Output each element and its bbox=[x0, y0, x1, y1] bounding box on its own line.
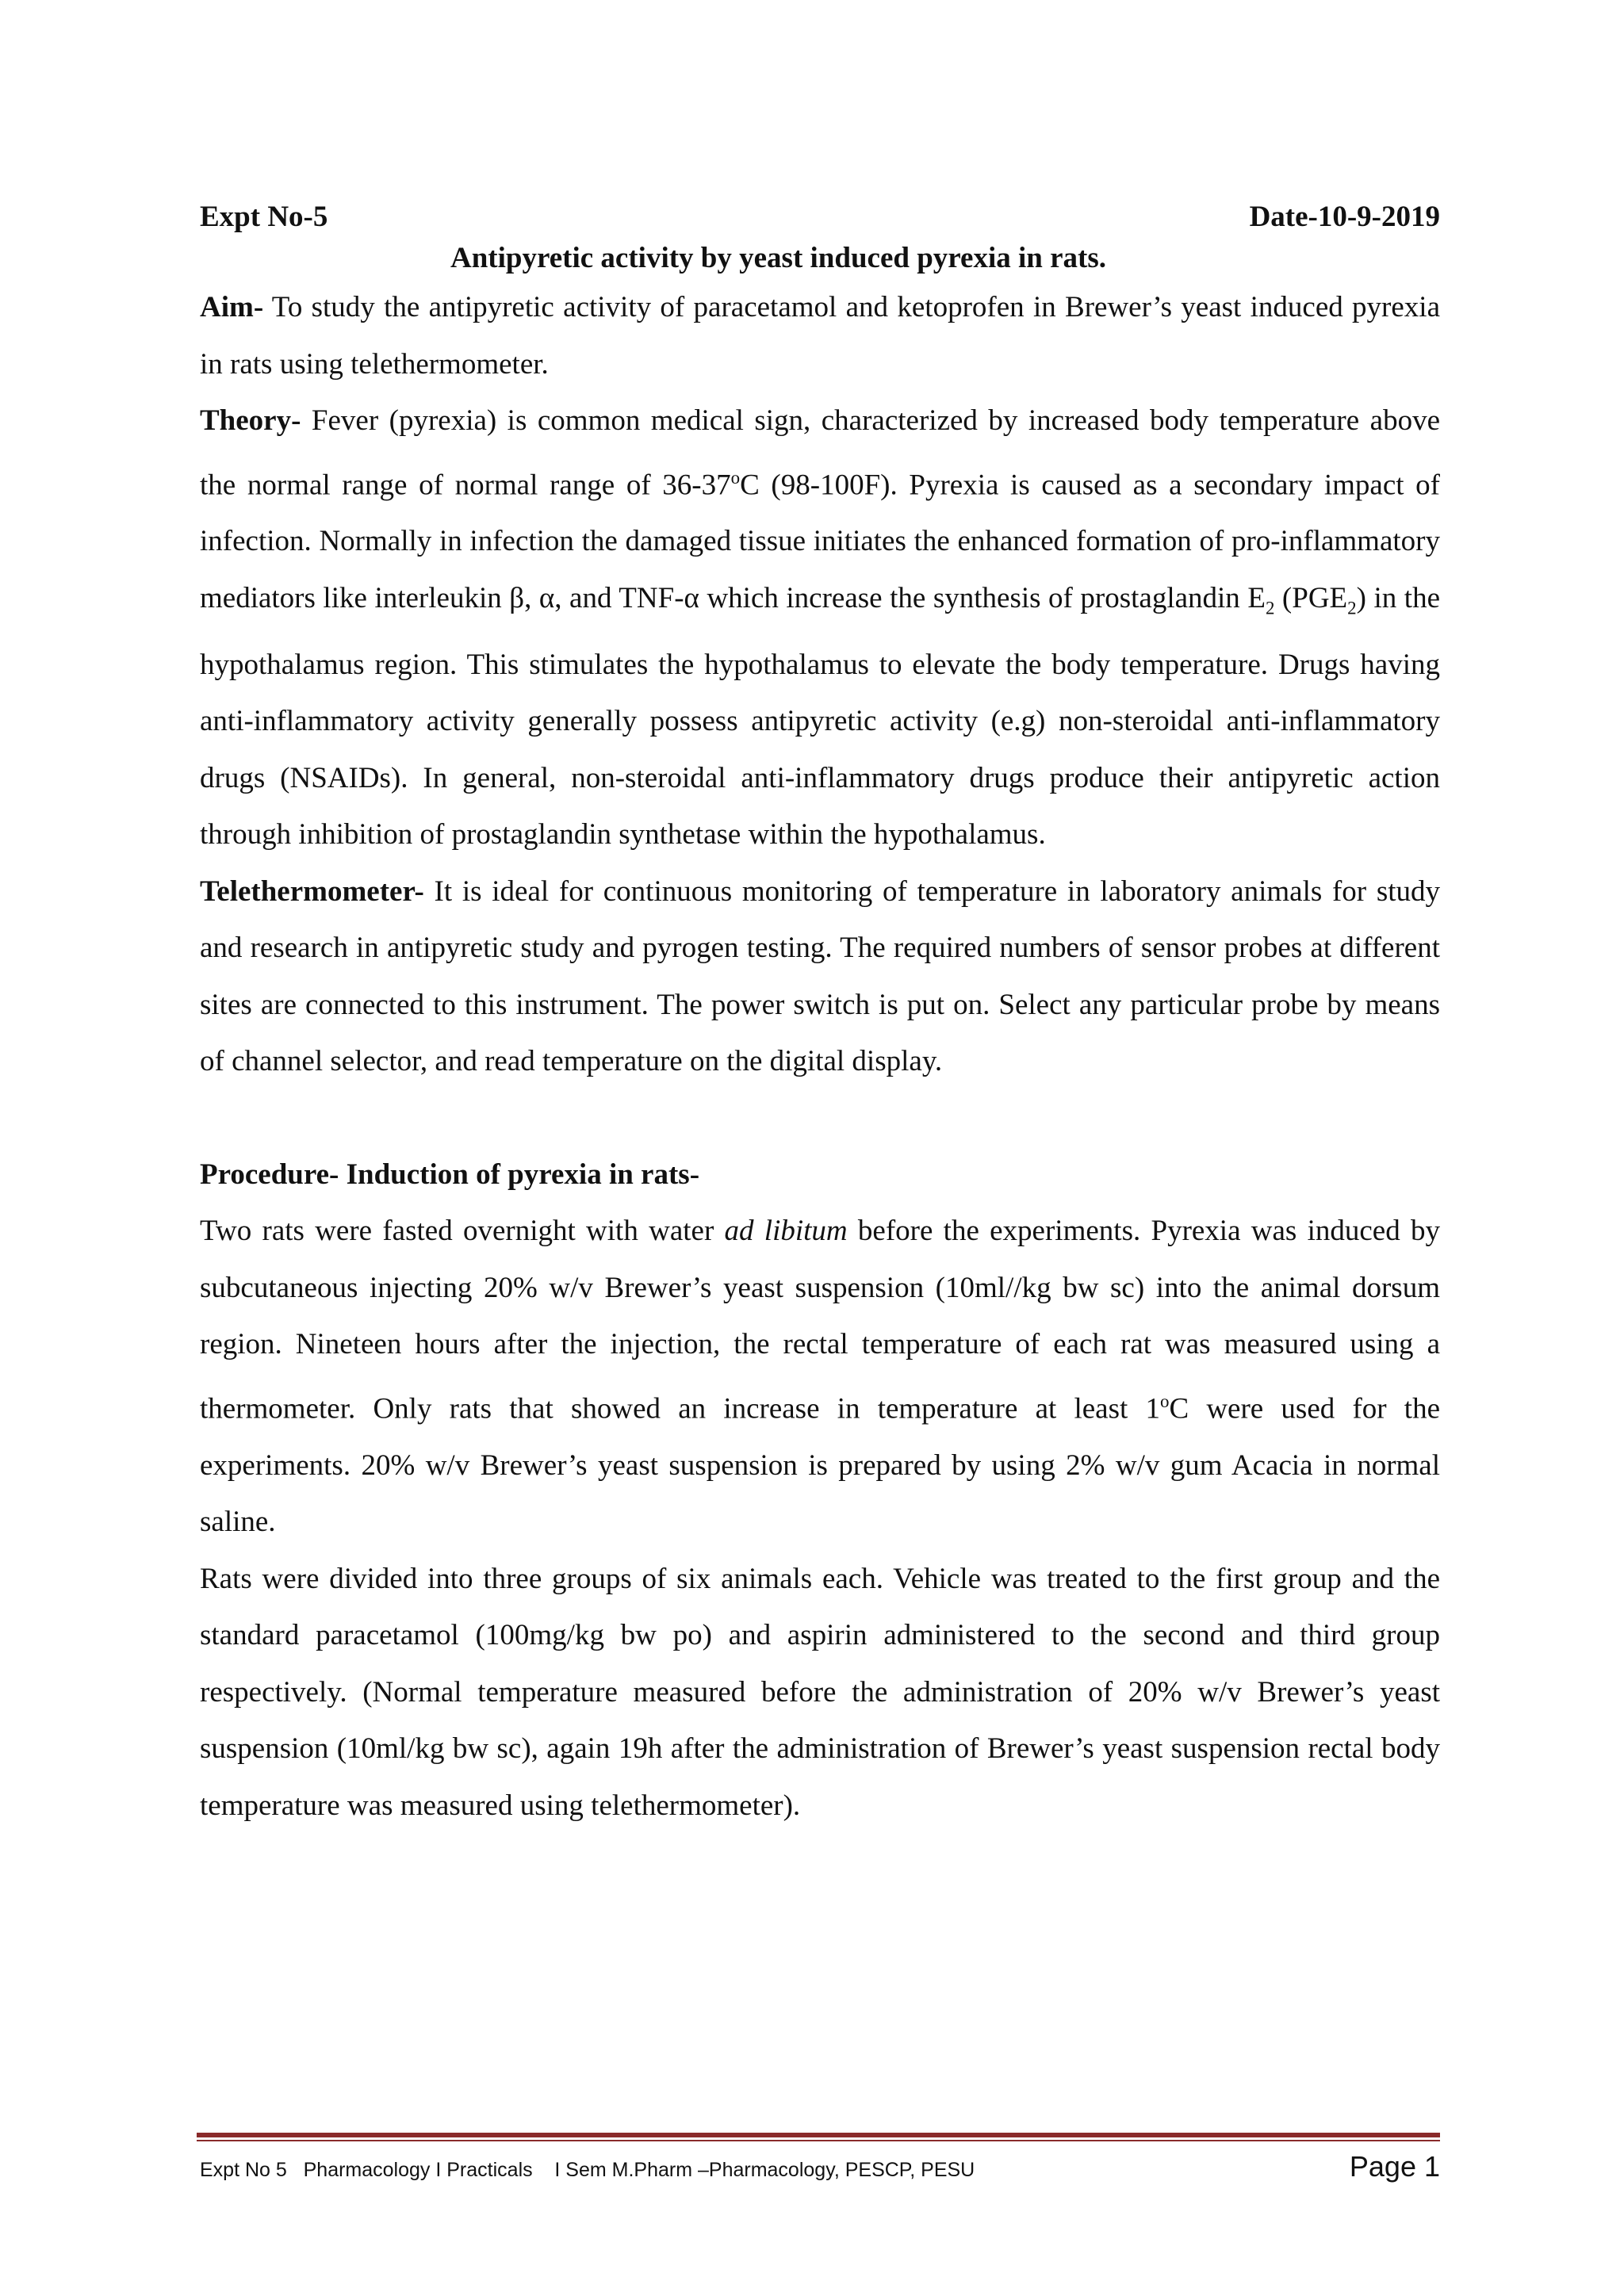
procedure-heading-text: Procedure- Induction of pyrexia in rats- bbox=[200, 1158, 700, 1191]
theory-text-a: Fever (pyrexia) is common medical sign, characterized by increased body temperature above the normal range of normal range of 36-37 bbox=[200, 404, 1440, 501]
page-footer bbox=[200, 2150, 1440, 2183]
footer-text: Expt No 5 Pharmacology I Practicals I Sem M.Pharm –Pharmacology, PESCP, PESU bbox=[200, 2159, 975, 2181]
aim-paragraph bbox=[200, 279, 1440, 392]
theory-paragraph bbox=[200, 392, 1440, 863]
procedure-text-b: before the experiments. Pyrexia was induced by subcutaneous injecting 20% w/v Brewer’s yeast suspension (10ml//kg bw sc) into the animal dorsum region. Nineteen hours after the injection, the rectal temperature of each rat was measured using a thermometer. Only rats that showed an increase in temperature at least 1 bbox=[200, 1215, 1440, 1425]
theory-text-b: C (98-100F). Pyrexia is caused as a secondary impact of infection. Normally in infection the damaged tissue initiates the enhanced formation of pro-inflammatory mediators like interleukin β, α, and TNF-α which increase the synthesis of prostaglandin E bbox=[200, 468, 1441, 614]
document-title: Antipyretic activity by yeast induced pyrexia in rats. bbox=[450, 242, 1106, 274]
subscript-2: 2 bbox=[1265, 598, 1275, 618]
degree-superscript: o bbox=[730, 467, 741, 488]
theory-text-d: ) in the hypothalamus region. This stimulates the hypothalamus to elevate the body temperature. Drugs having anti-inflammatory activity generally possess antipyretic activity (e.g) non-steroidal anti-inflammatory drugs (NSAIDs). In general, non-steroidal anti-inflammatory drugs produce their antipyretic action through inhibition of prostaglandin synthetase within the hypothalamus. bbox=[200, 581, 1440, 851]
procedure-paragraph-2: Rats were divided into three groups of six animals each. Vehicle was treated to the first group and the standard paracetamol (100mg/kg bw po) and aspirin administered to the second and third group respectively. (Normal temperature measured before the administration of 20% w/v Brewer’s yeast suspension (10ml/kg bw sc), again 19h after the administration of Brewer’s yeast suspension rectal body temperature was measured using telethermometer). bbox=[200, 1562, 1440, 1822]
experiment-date: Date-10-9-2019 bbox=[1249, 201, 1440, 233]
footer-rule bbox=[197, 2133, 1440, 2137]
procedure-paragraph-1 bbox=[200, 1203, 1440, 1550]
section-spacer bbox=[200, 1090, 1440, 1146]
ad-libitum-italic: ad libitum bbox=[724, 1215, 848, 1248]
procedure-text-c: C were used for the experiments. 20% w/v Brewer’s yeast suspension is prepared by using 2% w/v gum Acacia in normal saline. bbox=[200, 1392, 1440, 1539]
subscript-2: 2 bbox=[1347, 598, 1357, 618]
telethermometer-paragraph bbox=[200, 863, 1440, 1090]
procedure-text-a: Two rats were fasted overnight with water bbox=[200, 1215, 725, 1248]
aim-text: To study the antipyretic activity of paracetamol and ketoprofen in Brewer’s yeast induced pyrexia in rats using telethermometer. bbox=[200, 291, 1440, 381]
footer-rule-thin bbox=[197, 2140, 1440, 2141]
telethermometer-text: It is ideal for continuous monitoring of temperature in laboratory animals for study and research in antipyretic study and pyrogen testing. The required numbers of sensor probes at different sites are connected to this instrument. The power switch is put on. Select any particular probe by means of channel selector, and read temperature on the digital display. bbox=[200, 874, 1440, 1078]
document-body bbox=[200, 197, 1440, 1834]
degree-superscript: o bbox=[1159, 1391, 1170, 1411]
page-number: Page 1 bbox=[1349, 2150, 1440, 2183]
telethermometer-label: Telethermometer- bbox=[200, 874, 424, 908]
experiment-number: Expt No-5 bbox=[200, 201, 328, 233]
header-row bbox=[200, 197, 1440, 238]
theory-label: Theory- bbox=[200, 404, 301, 437]
aim-label: Aim- bbox=[200, 291, 264, 323]
procedure-heading bbox=[200, 1146, 1440, 1203]
theory-text-c: (PGE bbox=[1274, 581, 1348, 614]
